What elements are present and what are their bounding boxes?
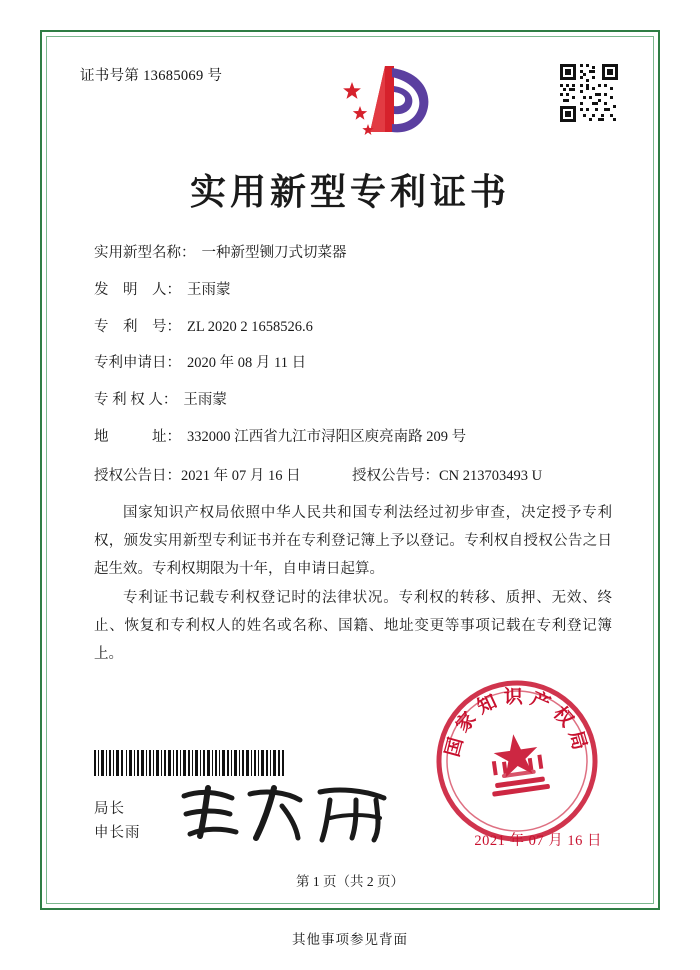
page-indicator: 第 1 页（共 2 页） <box>296 874 404 889</box>
field-grant-date <box>94 464 352 485</box>
paragraph-registry-statement: 专利证书记载专利权登记时的法律状况。专利权的转移、质押、无效、终止、恢复和专利权人的姓名或名称、国籍、地址变更等事项记载在专利登记簿上。 <box>94 589 612 663</box>
field-value: ZL 2020 2 1658526.6 <box>187 318 313 335</box>
field-label: 专 利 权 人： <box>94 392 178 409</box>
field-label: 地 址： <box>94 428 181 445</box>
cnipa-emblem-icon <box>330 58 440 154</box>
seal-date: 2021 年 07 月 16 日 <box>474 833 602 849</box>
qr-code-icon <box>558 62 620 124</box>
page-title: 实用新型专利证书 <box>189 171 510 213</box>
field-value: 332000 江西省九江市浔阳区庾亮南路 209 号 <box>187 428 467 445</box>
field-label: 授权公告号： <box>352 467 439 484</box>
field-list <box>80 243 620 485</box>
field-label: 发 明 人： <box>94 281 181 298</box>
field-patent-number <box>94 317 610 337</box>
official-seal <box>432 676 602 846</box>
certificate-number: 证书号第 13685069 号 <box>80 68 223 84</box>
bottom-note: 其他事项参见背面 <box>292 932 408 947</box>
field-value: CN 213703493 U <box>439 467 543 484</box>
field-grant-number <box>352 464 610 485</box>
svg-text:国家知识产权局: 国家知识产权局 <box>441 685 593 760</box>
director-name: 申长雨 <box>94 825 141 842</box>
field-value: 王雨蒙 <box>187 281 231 298</box>
field-value: 王雨蒙 <box>183 392 227 409</box>
field-value: 一种新型铡刀式切菜器 <box>201 245 347 261</box>
field-patentee <box>94 390 610 410</box>
field-label: 实用新型名称： <box>94 245 196 261</box>
field-application-date <box>94 353 610 373</box>
field-label: 专利申请日： <box>94 355 181 372</box>
barcode-icon <box>94 750 284 776</box>
field-utility-model-name <box>94 243 610 263</box>
certificate-footer <box>42 668 658 908</box>
field-inventor <box>94 280 610 300</box>
paragraph-grant-statement: 国家知识产权局依照中华人民共和国专利法经过初步审查，决定授予专利权，颁发实用新型专利证书并在专利登记簿上予以登记。专利权自授权公告之日起生效。专利权期限为十年，自申请日起算。 <box>94 504 612 578</box>
field-label: 授权公告日： <box>94 467 181 484</box>
handwritten-signature-icon <box>170 780 400 846</box>
field-value: 2021 年 07 月 16 日 <box>181 467 301 484</box>
director-label: 局长 <box>94 801 125 818</box>
field-grant-row <box>94 464 610 485</box>
field-value: 2020 年 08 月 11 日 <box>187 355 307 372</box>
certificate-header <box>80 58 620 158</box>
patent-certificate <box>40 30 660 910</box>
director-block <box>94 798 141 846</box>
field-label: 专 利 号： <box>94 318 181 335</box>
field-address <box>94 427 610 447</box>
